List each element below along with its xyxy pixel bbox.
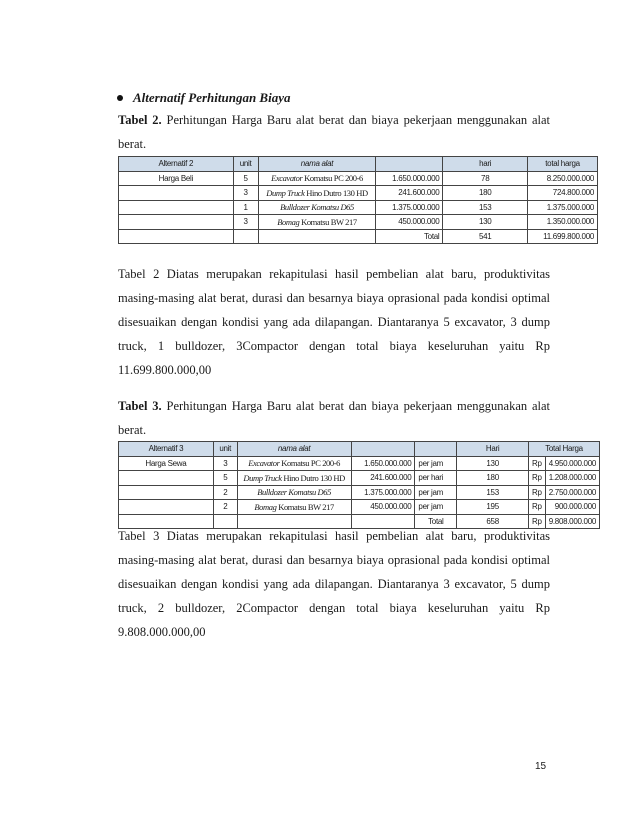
table3-caption-text-2: berat.	[118, 423, 147, 437]
total-label: Total	[415, 514, 457, 529]
table2-header-cell: hari	[443, 157, 528, 172]
equipment-model: Hino Dutro 130 HD	[283, 472, 345, 483]
currency-cell: Rp	[529, 485, 546, 500]
table2-total-row	[119, 229, 598, 244]
currency-cell: Rp	[529, 456, 546, 471]
days-cell: 180	[457, 471, 529, 486]
equipment-name-cell	[237, 500, 351, 515]
table3-header-cell: Alternatif 3	[119, 442, 214, 457]
total-cell: 1.208.000.000	[545, 471, 599, 486]
currency-cell: Rp	[529, 514, 546, 529]
unit-cell: 2	[213, 500, 237, 515]
table3-header-cell: nama alat	[237, 442, 351, 457]
days-cell: 153	[443, 200, 528, 215]
table3-caption-label: Tabel 3.	[118, 399, 162, 413]
days-cell: 130	[457, 456, 529, 471]
table-row	[119, 500, 600, 515]
price-cell: 241.600.000	[351, 471, 415, 486]
table2	[118, 156, 598, 244]
table2-group-label: Harga Beli	[119, 171, 234, 186]
table3-header-cell: unit	[213, 442, 237, 457]
days-cell: 78	[443, 171, 528, 186]
bullet-icon	[117, 95, 123, 101]
price-cell: 241.600.000	[376, 186, 443, 201]
table3-caption-text: Perhitungan Harga Baru alat berat dan biaya pekerjaan menggunakan alat	[166, 399, 550, 413]
table3-header-row	[119, 442, 600, 457]
equipment-type: Dump Truck	[266, 187, 305, 198]
table3-header-cell: Hari	[457, 442, 529, 457]
table3	[118, 441, 600, 529]
equipment-name-cell	[237, 471, 351, 486]
table2-header-cell: Alternatif 2	[119, 157, 234, 172]
total-cell: 8.250.000.000	[528, 171, 598, 186]
equipment-model: Komatsu BW 217	[301, 216, 357, 227]
equipment-model: Hino Dutro 130 HD	[306, 187, 368, 198]
paragraph-line: truck, 1 bulldozer, 3Compactor dengan total biaya keseluruhan yaitu Rp	[118, 339, 550, 353]
equipment-type: Bomag	[254, 501, 277, 512]
rate-cell: per hari	[415, 471, 457, 486]
total-cell: 1.375.000.000	[528, 200, 598, 215]
paragraph-line: disesuaikan dengan kondisi yang ada dilapangan. Diantaranya 5 excavator, 3 dump	[118, 315, 550, 329]
price-cell: 1.650.000.000	[376, 171, 443, 186]
equipment-name-cell	[258, 200, 376, 215]
paragraph-line: masing-masing alat berat, durasi dan besarnya biaya oprasional pada kondisi optimal	[118, 291, 550, 305]
table2-header-cell	[376, 157, 443, 172]
equipment-name-cell	[237, 485, 351, 500]
equipment-model: Komatsu BW 217	[278, 501, 334, 512]
table-row	[119, 186, 598, 201]
total-cell: 4.950.000.000	[545, 456, 599, 471]
table2-header-row	[119, 157, 598, 172]
paragraph-line: Tabel 3 Diatas merupakan rekapitulasi hasil pembelian alat baru, produktivitas	[118, 529, 550, 543]
equipment-type: Bulldozer Komatsu D65	[280, 202, 354, 213]
equipment-type: Excavator	[248, 458, 280, 469]
section-heading-text: Alternatif Perhitungan Biaya	[133, 90, 291, 105]
equipment-type: Bomag	[277, 216, 300, 227]
unit-cell: 3	[233, 186, 258, 201]
equipment-type: Excavator	[271, 173, 303, 184]
equipment-name-cell	[258, 186, 376, 201]
currency-cell: Rp	[529, 471, 546, 486]
total-days: 658	[457, 514, 529, 529]
total-cell: 724.800.000	[528, 186, 598, 201]
table2-caption-label: Tabel 2.	[118, 113, 162, 127]
table-row	[119, 456, 600, 471]
equipment-model: Komatsu PC 200-6	[281, 458, 341, 469]
table-row	[119, 471, 600, 486]
paragraph-line: truck, 2 bulldozer, 2Compactor dengan total biaya keseluruhan yaitu Rp	[118, 601, 550, 615]
table2-header-cell: unit	[233, 157, 258, 172]
price-cell: 450.000.000	[351, 500, 415, 515]
total-cell: 1.350.000.000	[528, 215, 598, 230]
paragraph-line: disesuaikan dengan kondisi yang ada dilapangan. Diantaranya 3 excavator, 5 dump	[118, 577, 550, 591]
equipment-type: Bulldozer Komatsu D65	[257, 487, 331, 498]
unit-cell: 5	[213, 471, 237, 486]
currency-cell: Rp	[529, 500, 546, 515]
paragraph-line: Tabel 2 Diatas merupakan rekapitulasi hasil pembelian alat baru, produktivitas	[118, 267, 550, 281]
unit-cell: 5	[233, 171, 258, 186]
days-cell: 180	[443, 186, 528, 201]
table-row	[119, 215, 598, 230]
table-row	[119, 171, 598, 186]
paragraph-line: 9.808.000.000,00	[118, 625, 206, 639]
table3-header-cell	[415, 442, 457, 457]
total-cell: 900.000.000	[545, 500, 599, 515]
table2-caption	[118, 108, 550, 156]
grand-total: 11.699.800.000	[528, 229, 598, 244]
price-cell: 450.000.000	[376, 215, 443, 230]
page-number: 15	[535, 761, 547, 772]
equipment-name-cell	[258, 215, 376, 230]
table2-header-cell: total harga	[528, 157, 598, 172]
days-cell: 153	[457, 485, 529, 500]
table3-description	[118, 524, 550, 644]
price-cell: 1.650.000.000	[351, 456, 415, 471]
table2-description	[118, 262, 550, 382]
table-row	[119, 200, 598, 215]
paragraph-line: 11.699.800.000,00	[118, 363, 212, 377]
table3-group-label: Harga Sewa	[119, 456, 214, 471]
table2-header-cell: nama alat	[258, 157, 376, 172]
table-row	[119, 485, 600, 500]
paragraph-line: masing-masing alat berat, durasi dan besarnya biaya oprasional pada kondisi optimal	[118, 553, 550, 567]
equipment-name-cell	[258, 171, 376, 186]
equipment-type: Dump Truck	[243, 472, 282, 483]
unit-cell: 3	[213, 456, 237, 471]
table3-caption	[118, 394, 550, 442]
section-heading	[117, 90, 290, 106]
rate-cell: per jam	[415, 456, 457, 471]
table2-caption-text: Perhitungan Harga Baru alat berat dan biaya pekerjaan menggunakan alat	[166, 113, 550, 127]
days-cell: 195	[457, 500, 529, 515]
total-days: 541	[443, 229, 528, 244]
rate-cell: per jam	[415, 500, 457, 515]
total-cell: 2.750.000.000	[545, 485, 599, 500]
unit-cell: 1	[233, 200, 258, 215]
equipment-name-cell	[237, 456, 351, 471]
grand-total: 9.808.000.000	[545, 514, 599, 529]
price-cell: 1.375.000.000	[376, 200, 443, 215]
table3-header-cell	[351, 442, 415, 457]
table2-caption-text-2: berat.	[118, 137, 147, 151]
rate-cell: per jam	[415, 485, 457, 500]
total-label: Total	[376, 229, 443, 244]
equipment-model: Komatsu PC 200-6	[304, 173, 363, 184]
unit-cell: 3	[233, 215, 258, 230]
price-cell: 1.375.000.000	[351, 485, 415, 500]
unit-cell: 2	[213, 485, 237, 500]
table3-header-cell: Total Harga	[529, 442, 600, 457]
days-cell: 130	[443, 215, 528, 230]
